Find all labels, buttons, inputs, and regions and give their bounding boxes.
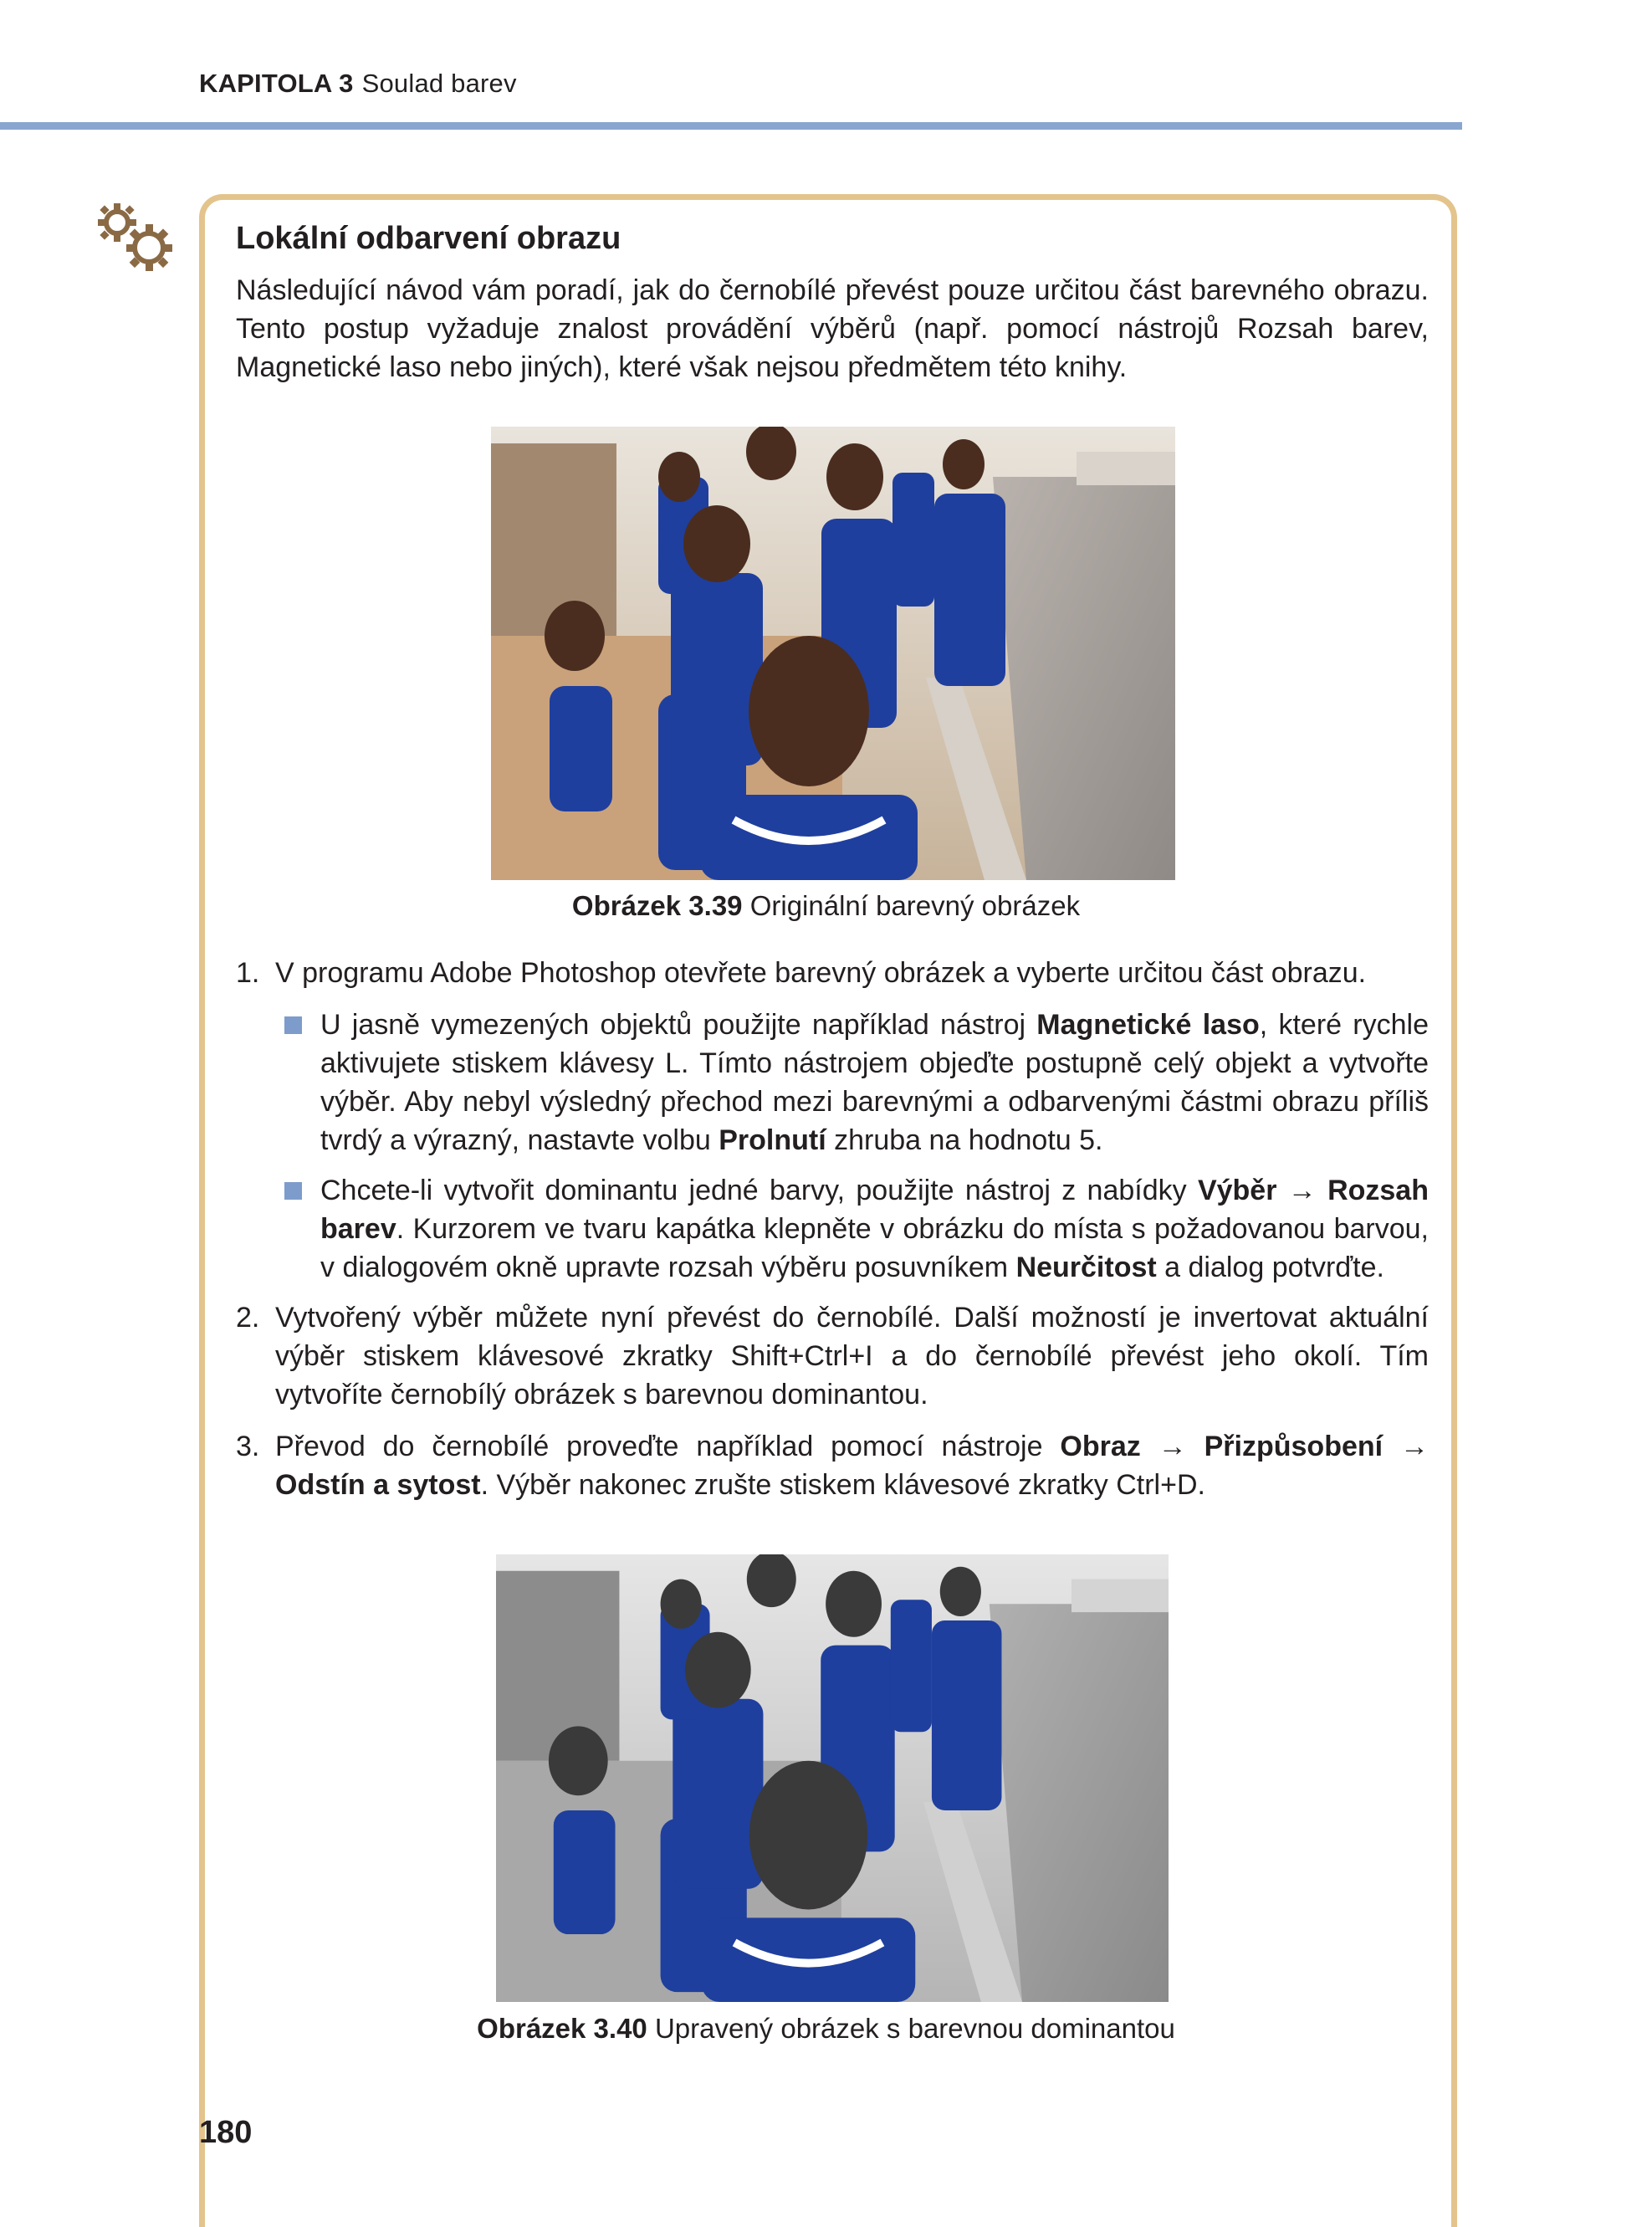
box-title: Lokální odbarvení obrazu: [236, 221, 621, 256]
photo-original-color: [491, 427, 1175, 880]
step-number: 2.: [236, 1302, 260, 1334]
box-intro: Následující návod vám poradí, jak do černobílé převést pouze určitou část barevného obrazu. Tento postup vyžaduje znalost provádění výběrů (např. pomocí nástrojů Rozsah barev, Magnetické laso nebo jiných), které však nejsou předmětem této knihy.: [236, 274, 1429, 383]
figure2-label: Obrázek 3.40: [477, 2013, 647, 2044]
step-text: Vytvořený výběr můžete nyní převést do černobílé. Další možností je invertovat aktuální výběr stiskem klávesové zkratky Shift+Ctrl+I a do černobílé převést jeho okolí. Tím vytvoříte černobílý obrázek s barevnou dominantou.: [275, 1302, 1429, 1410]
step-number: 3.: [236, 1431, 260, 1462]
step-number: 1.: [236, 957, 260, 989]
gears-icon: [92, 199, 179, 279]
figure1-caption: [0, 890, 1652, 922]
bullet-text: Chcete-li vytvořit dominantu jedné barvy, použijte nástroj z nabídky Výběr → Rozsah barev. Kurzorem ve tvaru kapátka klepněte v obrázku do místa s požadovanou barvou, v dialogovém okně upravte rozsah výběru posuvníkem Neurčitost a dialog potvrďte.: [320, 1175, 1429, 1283]
photo-selective-color: [496, 1554, 1169, 2002]
chapter-subtitle: Soulad barev: [361, 69, 517, 98]
step-text: Převod do černobílé proveďte například pomocí nástroje Obraz → Přizpůsobení → Odstín a sytost. Výběr nakonec zrušte stiskem klávesové zkratky Ctrl+D.: [275, 1431, 1430, 1501]
bullet-text: U jasně vymezených objektů použijte například nástroj Magnetické laso, které rychle aktivujete stiskem klávesy L. Tímto nástrojem objeďte postupně celý objekt a vytvořte výběr. Aby nebyl výsledný přechod mezi barevnými a odbarvenými částmi obrazu příliš tvrdý a výrazný, nastavte volbu Prolnutí zhruba na hodnotu 5.: [320, 1009, 1429, 1156]
chapter-label: KAPITOLA 3: [199, 69, 354, 98]
figure2-text: Upravený obrázek s barevnou dominantou: [654, 2013, 1175, 2044]
bullet-square: [284, 1182, 302, 1200]
figure2-caption: [0, 2013, 1652, 2045]
figure1-text: Originální barevný obrázek: [749, 890, 1081, 921]
step-text: V programu Adobe Photoshop otevřete barevný obrázek a vyberte určitou část obrazu.: [275, 957, 1367, 989]
page-number: 180: [199, 2115, 253, 2150]
bullet-square: [284, 1016, 302, 1034]
figure1-label: Obrázek 3.39: [571, 890, 743, 921]
header-rule: [0, 122, 1462, 130]
running-header: [199, 69, 517, 99]
